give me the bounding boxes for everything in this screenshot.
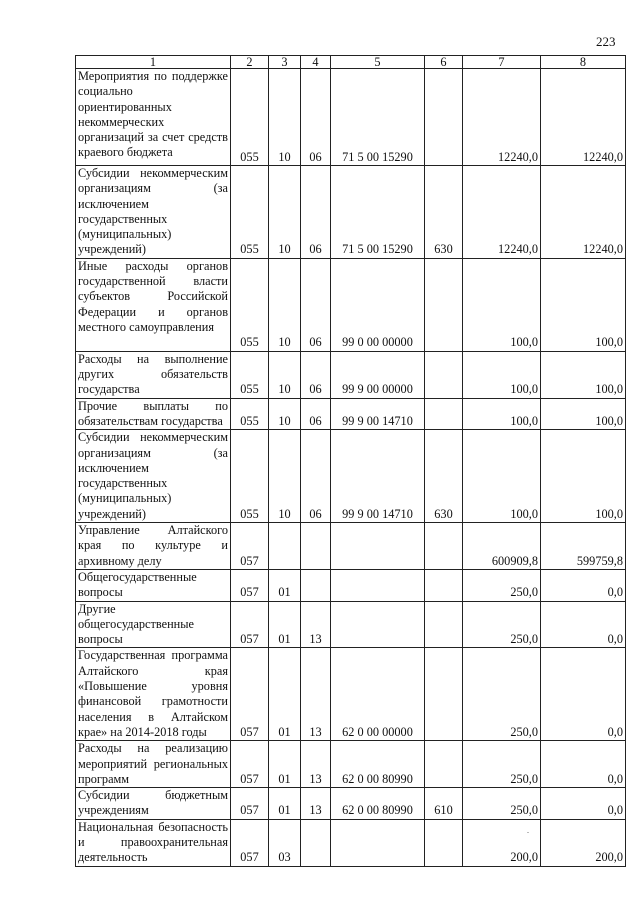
table-row	[76, 69, 626, 166]
target-article-code: 99 9 00 14710	[331, 398, 425, 430]
subsection-code: 06	[301, 258, 331, 351]
amount-col7: 12240,0	[463, 69, 541, 166]
item-name: Субсидии некоммерческим организациям (за исключением государственных (муниципальных) учреждений)	[76, 166, 231, 259]
table-row	[76, 398, 626, 430]
item-name: Субсидии бюджетным учреждениям	[76, 788, 231, 820]
subsection-code: 13	[301, 788, 331, 820]
target-article-code: 99 0 00 00000	[331, 258, 425, 351]
amount-col8: 599759,8	[541, 523, 626, 570]
subsection-code: 06	[301, 351, 331, 398]
expense-type-code	[425, 648, 463, 741]
expense-type-code	[425, 523, 463, 570]
amount-col7: 200,0	[463, 819, 541, 866]
table-row	[76, 351, 626, 398]
expense-type-code: 630	[425, 430, 463, 523]
expense-type-code	[425, 569, 463, 601]
section-code: 10	[269, 398, 301, 430]
amount-col8: 0,0	[541, 569, 626, 601]
ministry-code: 057	[231, 648, 269, 741]
table-row	[76, 788, 626, 820]
expense-type-code: 630	[425, 166, 463, 259]
ministry-code: 057	[231, 819, 269, 866]
section-code	[269, 523, 301, 570]
amount-col8: 100,0	[541, 398, 626, 430]
expense-type-code	[425, 819, 463, 866]
subsection-code: 13	[301, 601, 331, 648]
item-name: Общегосударственные вопросы	[76, 569, 231, 601]
table-row	[76, 648, 626, 741]
target-article-code: 99 9 00 14710	[331, 430, 425, 523]
ministry-code: 055	[231, 430, 269, 523]
header-cell-1: 1	[76, 56, 231, 69]
table-row	[76, 166, 626, 259]
subsection-code	[301, 819, 331, 866]
target-article-code: 99 9 00 00000	[331, 351, 425, 398]
amount-col7: 250,0	[463, 741, 541, 788]
section-code: 10	[269, 351, 301, 398]
budget-table	[75, 55, 626, 867]
item-name: Расходы на реализацию мероприятий региональных программ	[76, 741, 231, 788]
amount-col8: 100,0	[541, 430, 626, 523]
amount-col8: 0,0	[541, 648, 626, 741]
item-name: Субсидии некоммерческим организациям (за исключением государственных (муниципальных) учреждений)	[76, 430, 231, 523]
target-article-code	[331, 819, 425, 866]
expense-type-code: 610	[425, 788, 463, 820]
subsection-code: 13	[301, 741, 331, 788]
expense-type-code	[425, 258, 463, 351]
expense-type-code	[425, 351, 463, 398]
target-article-code	[331, 523, 425, 570]
amount-col7: 250,0	[463, 788, 541, 820]
expense-type-code	[425, 69, 463, 166]
item-name: Другие общегосударственные вопросы	[76, 601, 231, 648]
target-article-code: 71 5 00 15290	[331, 166, 425, 259]
amount-col8: 0,0	[541, 788, 626, 820]
table-row	[76, 819, 626, 866]
table-row	[76, 258, 626, 351]
amount-col8: 200,0	[541, 819, 626, 866]
ministry-code: 055	[231, 351, 269, 398]
table-row	[76, 430, 626, 523]
ministry-code: 057	[231, 569, 269, 601]
amount-col8: 0,0	[541, 741, 626, 788]
ministry-code: 057	[231, 601, 269, 648]
ministry-code: 057	[231, 788, 269, 820]
amount-col8: 100,0	[541, 351, 626, 398]
expense-type-code	[425, 601, 463, 648]
section-code: 10	[269, 166, 301, 259]
header-cell-6: 6	[425, 56, 463, 69]
subsection-code: 13	[301, 648, 331, 741]
expense-type-code	[425, 398, 463, 430]
amount-col7: 100,0	[463, 430, 541, 523]
subsection-code	[301, 569, 331, 601]
section-code: 01	[269, 741, 301, 788]
section-code: 10	[269, 430, 301, 523]
header-cell-8: 8	[541, 56, 626, 69]
section-code: 01	[269, 788, 301, 820]
item-name: Мероприятия по поддержке социально ориентированных некоммерческих организаций за счет средств краевого бюджета	[76, 69, 231, 166]
target-article-code: 62 0 00 00000	[331, 648, 425, 741]
amount-col7: 12240,0	[463, 166, 541, 259]
target-article-code: 62 0 00 80990	[331, 741, 425, 788]
ministry-code: 057	[231, 741, 269, 788]
target-article-code	[331, 569, 425, 601]
item-name: Прочие выплаты по обязательствам государства	[76, 398, 231, 430]
ministry-code: 055	[231, 258, 269, 351]
table-row	[76, 601, 626, 648]
item-name: Национальная безопасность и правоохранительная деятельность	[76, 819, 231, 866]
subsection-code	[301, 523, 331, 570]
amount-col7: 100,0	[463, 258, 541, 351]
item-name: Государственная программа Алтайского края «Повышение уровня финансовой грамотности населения в Алтайском крае» на 2014-2018 годы	[76, 648, 231, 741]
item-name: Расходы на выполнение других обязательств государства	[76, 351, 231, 398]
section-code: 10	[269, 258, 301, 351]
section-code: 10	[269, 69, 301, 166]
amount-col7: 100,0	[463, 398, 541, 430]
scan-dot	[527, 832, 529, 833]
section-code: 01	[269, 648, 301, 741]
expense-type-code	[425, 741, 463, 788]
ministry-code: 055	[231, 69, 269, 166]
header-cell-5: 5	[331, 56, 425, 69]
header-cell-4: 4	[301, 56, 331, 69]
section-code: 01	[269, 569, 301, 601]
table-row	[76, 523, 626, 570]
header-row	[76, 56, 626, 69]
amount-col8: 100,0	[541, 258, 626, 351]
subsection-code: 06	[301, 430, 331, 523]
subsection-code: 06	[301, 69, 331, 166]
ministry-code: 055	[231, 398, 269, 430]
target-article-code: 62 0 00 80990	[331, 788, 425, 820]
item-name: Управление Алтайского края по культуре и архивному делу	[76, 523, 231, 570]
subsection-code: 06	[301, 166, 331, 259]
amount-col8: 12240,0	[541, 69, 626, 166]
amount-col8: 0,0	[541, 601, 626, 648]
target-article-code: 71 5 00 15290	[331, 69, 425, 166]
amount-col7: 250,0	[463, 648, 541, 741]
section-code: 01	[269, 601, 301, 648]
header-cell-7: 7	[463, 56, 541, 69]
amount-col8: 12240,0	[541, 166, 626, 259]
page-number: 223	[596, 34, 616, 49]
target-article-code	[331, 601, 425, 648]
table-row	[76, 741, 626, 788]
subsection-code: 06	[301, 398, 331, 430]
amount-col7: 600909,8	[463, 523, 541, 570]
item-name: Иные расходы органов государственной власти субъектов Российской Федерации и органов местного самоуправления	[76, 258, 231, 351]
section-code: 03	[269, 819, 301, 866]
table-row	[76, 569, 626, 601]
header-cell-2: 2	[231, 56, 269, 69]
ministry-code: 057	[231, 523, 269, 570]
amount-col7: 250,0	[463, 569, 541, 601]
amount-col7: 100,0	[463, 351, 541, 398]
ministry-code: 055	[231, 166, 269, 259]
header-cell-3: 3	[269, 56, 301, 69]
amount-col7: 250,0	[463, 601, 541, 648]
